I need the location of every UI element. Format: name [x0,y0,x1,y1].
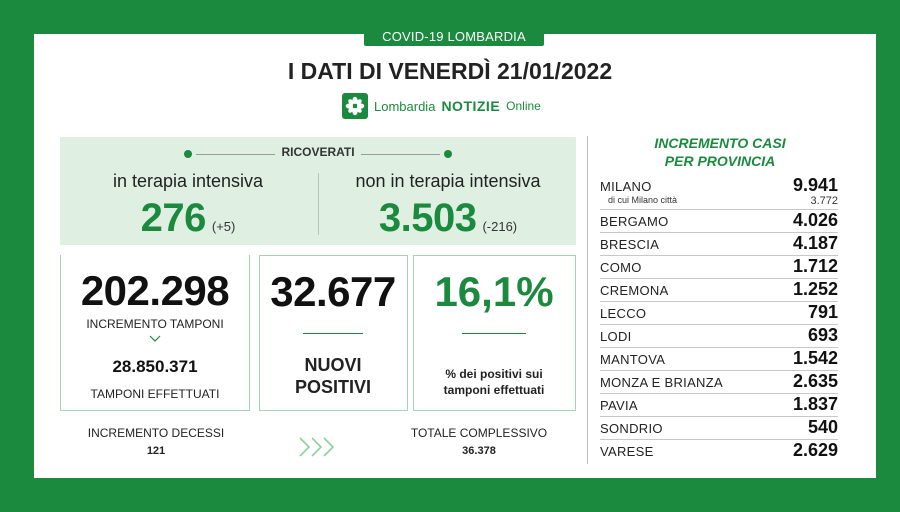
province-value: 4.026 [792,210,838,230]
list-item [600,256,838,279]
positivi-label-line1: NUOVI [304,355,362,375]
positivi-value: 32.677 [270,268,396,315]
intensiva-block [60,171,316,241]
decessi-total-label: TOTALE COMPLESSIVO [410,426,548,440]
ricoverati-divider [318,173,319,235]
province-value: 1.837 [792,394,838,414]
province-value: 2.635 [792,371,838,391]
province-list [600,175,838,463]
province-name: MANTOVA [600,352,666,367]
province-name: PAVIA [600,398,638,413]
percentuale-box [413,255,576,411]
decessi-increment-block [60,426,252,457]
province-value: 4.187 [792,233,838,253]
percentuale-label [414,366,574,398]
tamponi-total-label: TAMPONI EFFETTUATI [90,387,220,401]
ricoverati-header [60,145,576,163]
province-value: 791 [807,302,838,322]
non-intensiva-caption: non in terapia intensiva [355,171,541,191]
province-value: 540 [807,417,838,437]
province-name: CREMONA [600,283,669,298]
list-item [600,233,838,256]
list-item [600,325,838,348]
list-item [600,210,838,233]
list-item-milano [600,175,838,210]
percentuale-rule [462,333,526,334]
intensiva-value: 276 [140,196,206,240]
brand-name-lombardia: Lombardia [374,98,436,114]
non-intensiva-value: 3.503 [378,196,477,240]
non-intensiva-block [320,171,576,241]
province-title-line1: INCREMENTO CASI [654,135,786,151]
list-item [600,371,838,394]
brand-logo-row [342,92,541,120]
province-name: BRESCIA [600,237,660,252]
list-item [600,417,838,440]
milano-city-value: 3.772 [810,195,838,207]
province-name: MILANO [600,179,652,194]
province-value: 1.252 [792,279,838,299]
intensiva-caption: in terapia intensiva [112,171,264,191]
positivi-label [260,354,406,398]
brand-name-online: Online [506,99,541,113]
decessi-total-block [382,426,576,457]
intensiva-delta: (+5) [211,219,236,234]
triple-chevron-right-icon [298,436,340,463]
decessi-increment-value: 121 [146,445,166,457]
tamponi-total-value: 28.850.371 [112,357,198,376]
province-name: VARESE [600,444,654,459]
non-intensiva-delta: (-216) [482,219,518,234]
ricoverati-label: RICOVERATI [275,145,360,159]
province-name: SONDRIO [600,421,663,436]
region-badge: COVID-19 LOMBARDIA [364,26,544,46]
province-name: LECCO [600,306,647,321]
province-value: 9.941 [792,175,838,195]
positivi-label-line2: POSITIVI [294,377,372,397]
percentuale-label-line1: % dei positivi sui [445,367,543,381]
province-value: 693 [807,325,838,345]
province-value: 2.629 [792,440,838,460]
list-item [600,279,838,302]
tamponi-increment-label: INCREMENTO TAMPONI [86,317,224,331]
percentuale-label-line2: tamponi effettuati [443,383,545,397]
positivi-box [259,255,408,411]
milano-city-label: di cui Milano città [608,195,678,205]
tamponi-increment-value: 202.298 [80,267,230,314]
section-divider [587,136,588,464]
page-title: I DATI DI VENERDÌ 21/01/2022 [287,58,613,84]
positivi-rule [303,333,363,334]
decessi-total-value: 36.378 [462,445,496,457]
province-name: LODI [600,329,632,344]
tamponi-box [60,255,250,411]
list-item [600,348,838,371]
list-item [600,440,838,463]
province-name: BERGAMO [600,214,669,229]
province-title-line2: PER PROVINCIA [664,153,776,169]
province-value: 1.542 [792,348,838,368]
list-item [600,394,838,417]
percentuale-value: 16,1% [434,268,554,315]
province-title [600,134,840,170]
decessi-increment-label: INCREMENTO DECESSI [87,426,225,440]
chevron-down-icon [60,333,250,345]
province-name: MONZA E BRIANZA [600,375,723,390]
ricoverati-panel [60,137,576,245]
province-value: 1.712 [792,256,838,276]
province-name: COMO [600,260,642,275]
lombardia-rose-icon [342,93,368,119]
brand-name-notizie: NOTIZIE [441,98,501,114]
list-item [600,302,838,325]
